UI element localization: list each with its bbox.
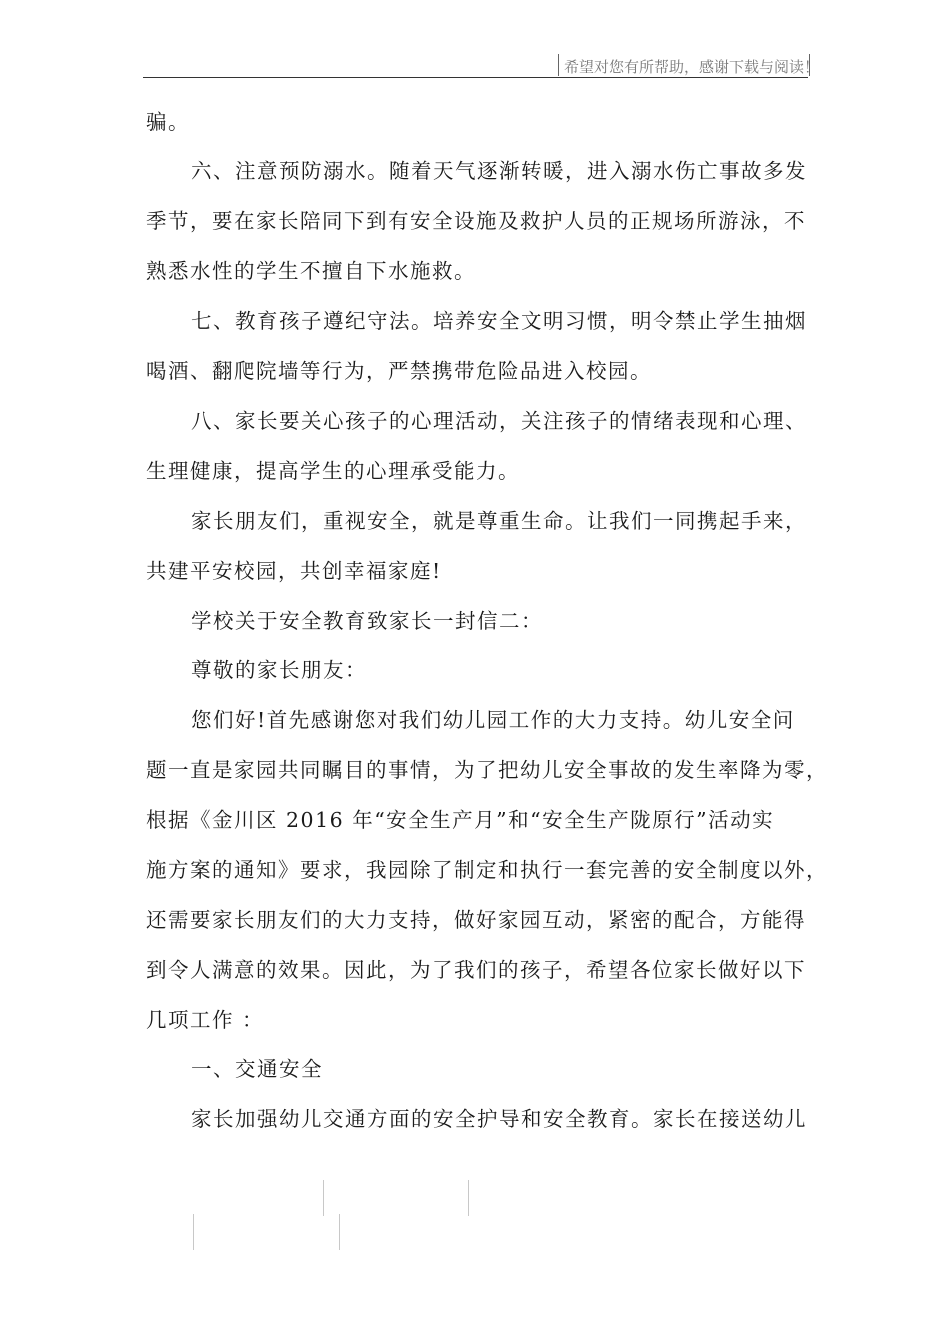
crop-mark: [323, 1180, 324, 1216]
text-line: 一、交通安全: [191, 1057, 323, 1081]
text-line: 熟悉水性的学生不擅自下水施救。: [146, 259, 476, 283]
text-line: 七、教育孩子遵纪守法。培养安全文明习惯，明令禁止学生抽烟: [191, 309, 807, 333]
text-line: 喝酒、翻爬院墙等行为，严禁携带危险品进入校园。: [146, 359, 652, 383]
text-line: 季节，要在家长陪同下到有安全设施及救护人员的正规场所游泳，不: [146, 209, 806, 233]
text-line: 共建平安校园，共创幸福家庭!: [146, 559, 442, 583]
crop-mark: [339, 1214, 340, 1250]
crop-mark: [193, 1214, 194, 1250]
text-line: 学校关于安全教育致家长一封信二：: [191, 609, 543, 633]
text-line: 几项工作 ：: [146, 1008, 265, 1032]
text-line: 您们好!首先感谢您对我们幼儿园工作的大力支持。幼儿安全问: [191, 708, 795, 732]
text-line: 还需要家长朋友们的大力支持，做好家园互动，紧密的配合，方能得: [146, 908, 806, 932]
text-line: 骗。: [146, 110, 190, 134]
text-line: 题一直是家园共同瞩目的事情，为了把幼儿安全事故的发生率降为零，: [146, 758, 828, 782]
text-line: 到令人满意的效果。因此，为了我们的孩子，希望各位家长做好以下: [146, 958, 806, 982]
text-line: 家长加强幼儿交通方面的安全护导和安全教育。家长在接送幼儿: [191, 1107, 807, 1131]
text-line: 家长朋友们，重视安全，就是尊重生命。让我们一同携起手来，: [191, 509, 807, 533]
header-rule: [143, 77, 808, 78]
text-line: 八、家长要关心孩子的心理活动，关注孩子的情绪表现和心理、: [191, 409, 807, 433]
crop-mark: [468, 1180, 469, 1216]
text-line: 尊敬的家长朋友：: [191, 658, 367, 682]
text-line: 六、注意预防溺水。随着天气逐渐转暖，进入溺水伤亡事故多发: [191, 159, 807, 183]
text-line: 根据《金川区 2016 年“安全生产月”和“安全生产陇原行”活动实: [146, 808, 775, 832]
text-line: 生理健康，提高学生的心理承受能力。: [146, 459, 520, 483]
text-line: 施方案的通知》要求，我园除了制定和执行一套完善的安全制度以外，: [146, 858, 828, 882]
header-text: 希望对您有所帮助，感谢下载与阅读！: [564, 58, 820, 76]
